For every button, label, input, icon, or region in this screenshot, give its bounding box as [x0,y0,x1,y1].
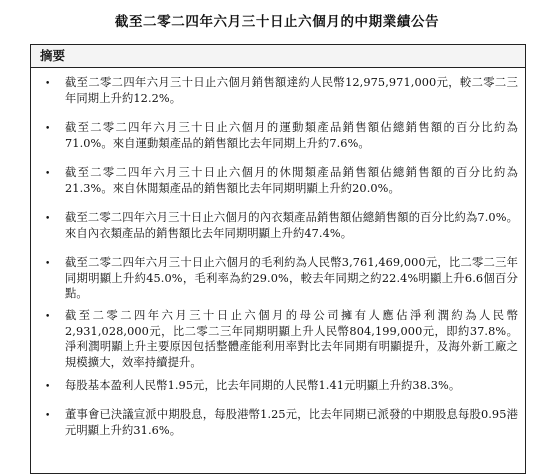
bullet-icon: • [45,124,51,134]
summary-item-text: 截至二零二四年六月三十日止六個月的內衣類產品銷售額佔總銷售額的百分比約為7.0%。來自內衣類產品的銷售額比去年同期明顯上升約47.4%。 [65,211,518,240]
summary-item-text: 截至二零二四年六月三十日止六個月銷售額達約人民幣12,975,971,000元，較二零二三年同期上升約12.2%。 [65,76,518,105]
summary-item-text: 截至二零二四年六月三十日止六個月的休閒類產品銷售額佔總銷售額的百分比約為21.3%。來自休閒類產品的銷售額比去年同期明顯上升約20.0%。 [65,166,518,195]
bullet-icon: • [45,312,51,322]
bullet-icon: • [45,411,51,421]
bullet-icon: • [45,169,51,179]
summary-item-text: 截至二零二四年六月三十日止六個月的毛利約為人民幣3,761,469,000元，比二零二三年同期明顯上升約45.0%，毛利率為約29.0%，較去年同期之約22.4%明顯上升6.6個百分點。 [65,256,518,301]
summary-item-text: 每股基本盈利人民幣1.95元，比去年同期的人民幣1.41元明顯上升約38.3%。 [65,379,461,392]
summary-item-text: 截至二零二四年六月三十日止六個月的母公司擁有人應佔淨利潤約為人民幣2,931,028,000元，比二零二三年同期明顯上升人民幣804,199,000元，即約37.8%。淨利潤明顯上升主要原因包括整體產能利用率對比去年同期有明顯提升，及海外新工廠之規模擴大，效率持續提升。 [65,309,518,369]
page-title: 截至二零二四年六月三十日止六個月的中期業績公告 [114,14,440,30]
summary-heading: 摘要 [31,45,525,68]
bullet-icon: • [45,79,51,89]
bullet-icon: • [45,382,51,392]
bullet-icon: • [45,214,51,224]
summary-box [30,44,526,474]
summary-item-text: 截至二零二四年六月三十日止六個月的運動類產品銷售額佔總銷售額的百分比約為71.0%。來自運動類產品的銷售額比去年同期上升約7.6%。 [65,121,518,150]
bullet-icon: • [45,259,51,269]
summary-item-text: 董事會已決議宣派中期股息，每股港幣1.25元，比去年同期已派發的中期股息每股0.95港元明顯上升約31.6%。 [65,408,518,437]
